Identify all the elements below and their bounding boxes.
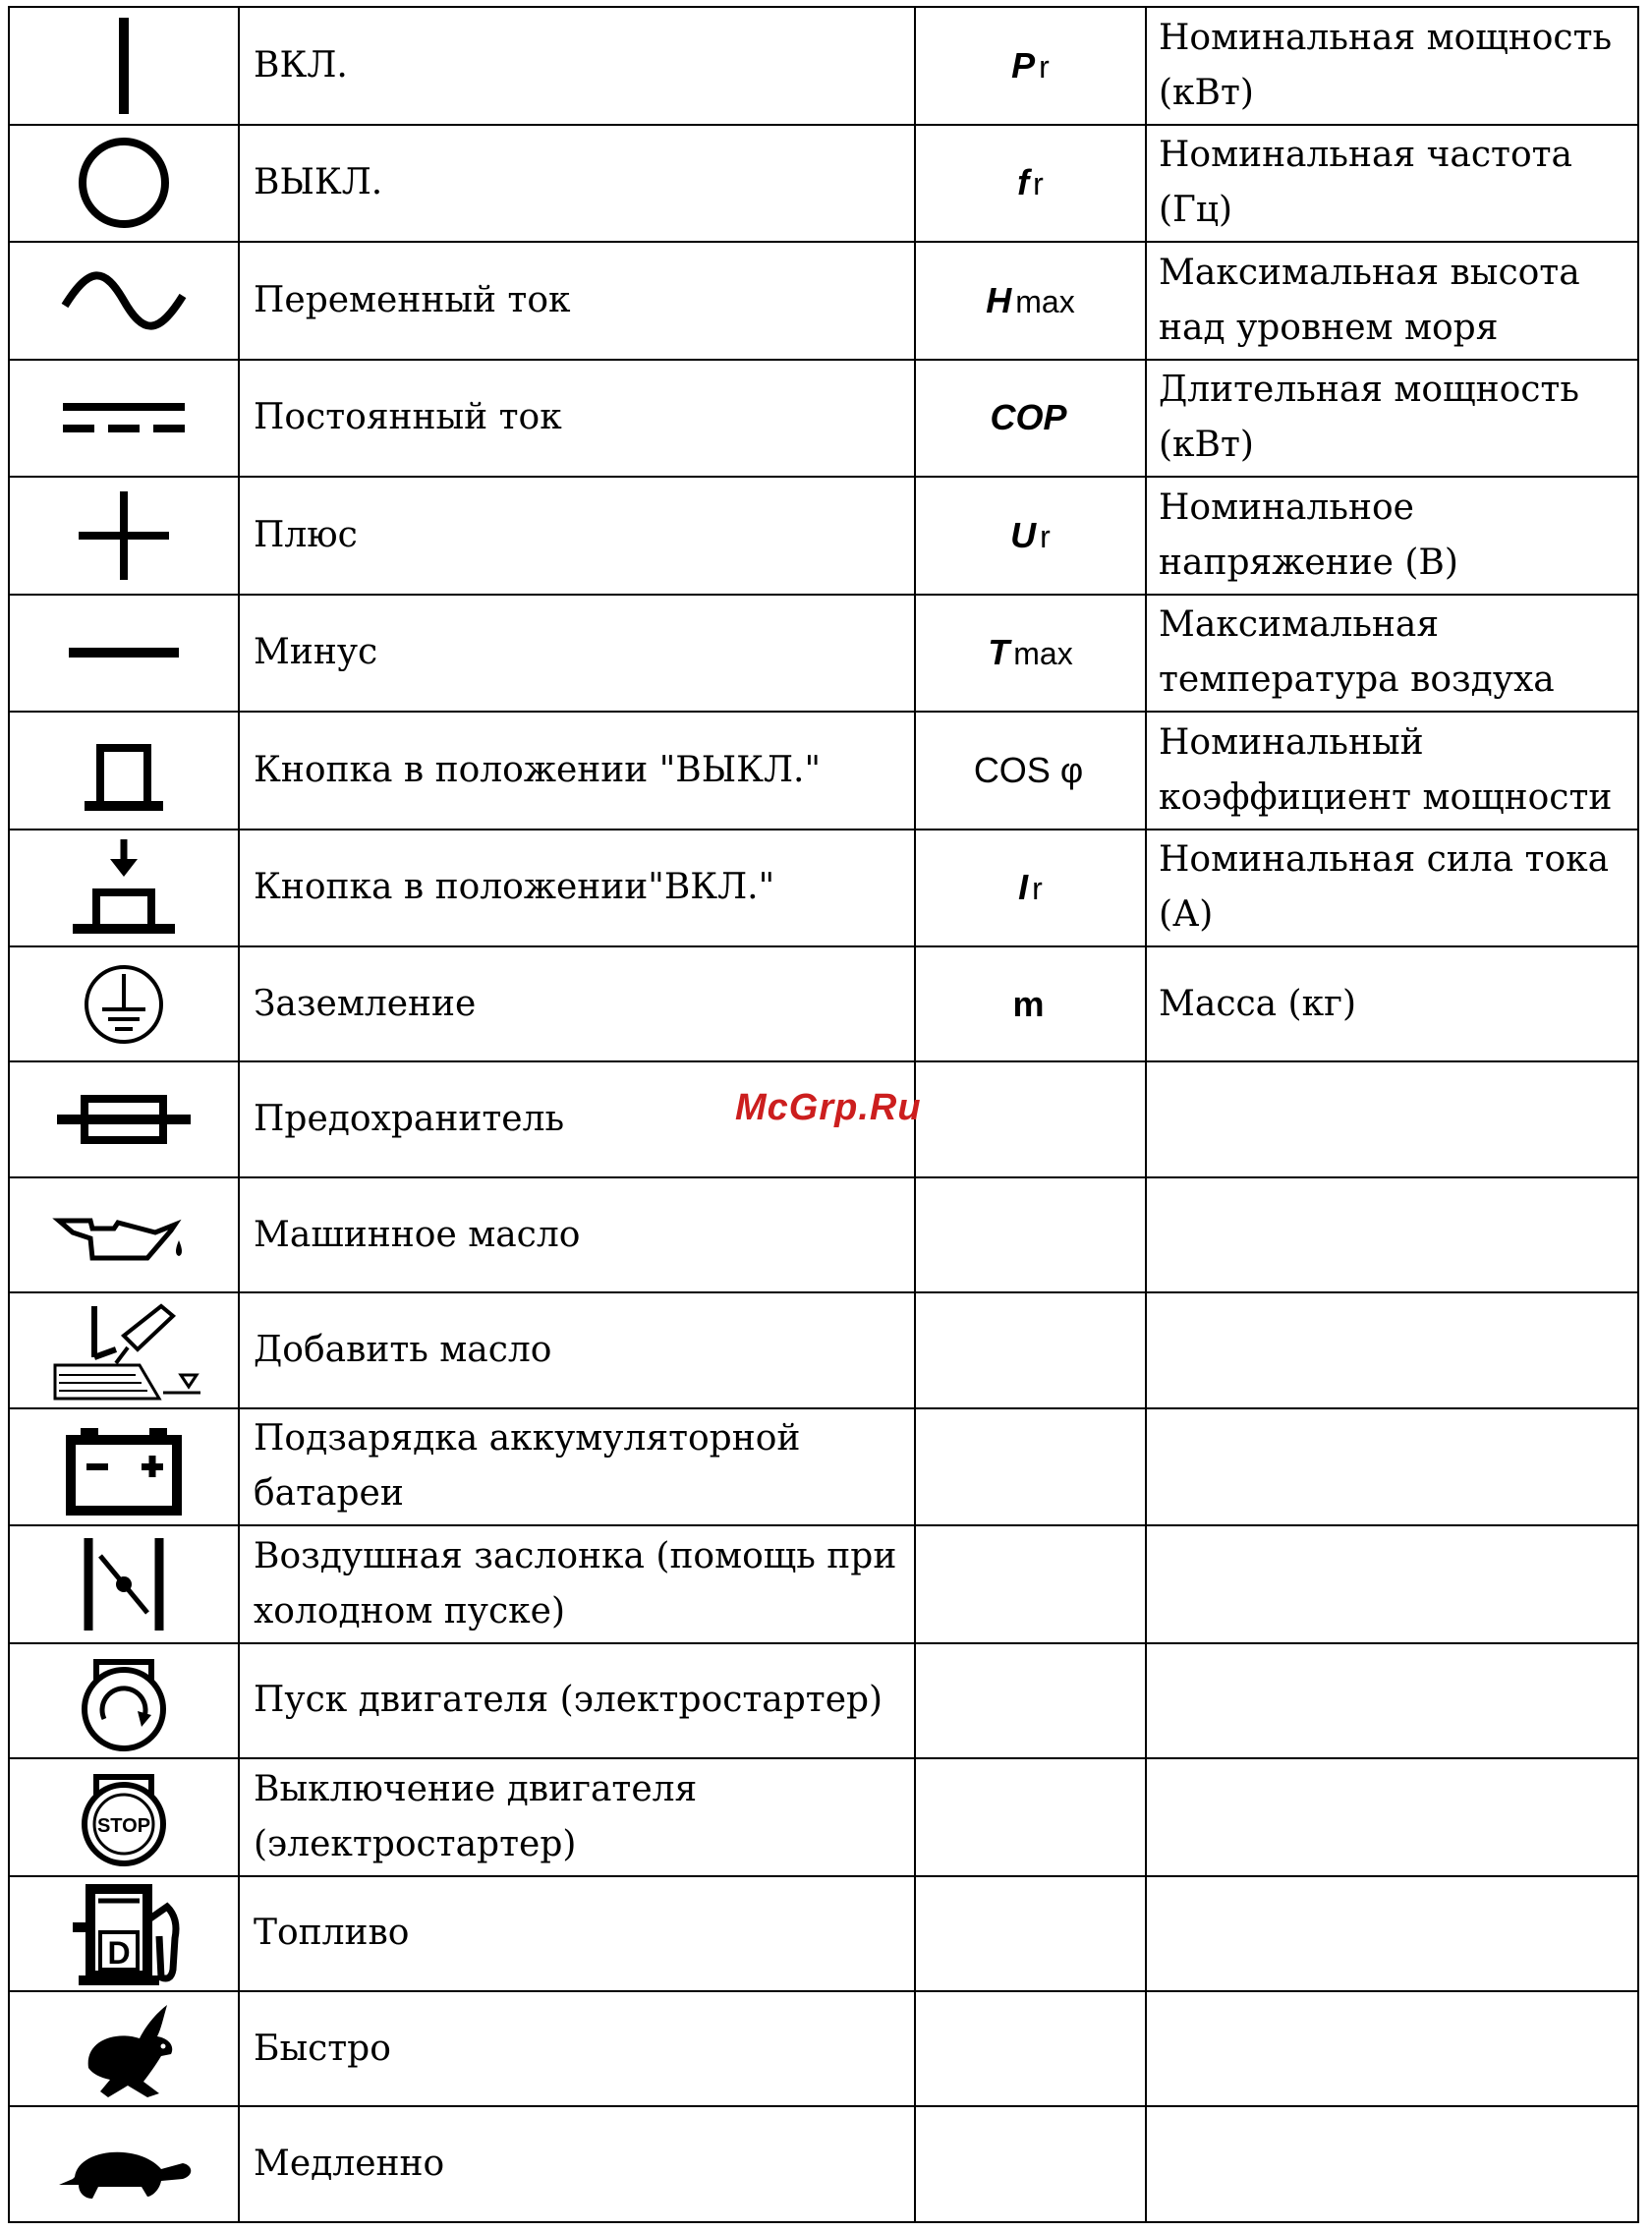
symbol-label: ВЫКЛ. (239, 125, 915, 243)
icon-cell (9, 1643, 239, 1758)
table-row (9, 2106, 1638, 2222)
symbol-label: Кнопка в положении"ВКЛ." (239, 830, 915, 947)
param-cell (915, 477, 1146, 595)
table-row (9, 595, 1638, 713)
turtle-slow-icon (45, 2110, 202, 2218)
param-cell (915, 125, 1146, 243)
param-symbol: m (1012, 983, 1045, 1024)
table-row (9, 360, 1638, 478)
engine-oil-icon (45, 1181, 202, 1289)
param-description: Максимальная температура воздуха (1146, 595, 1638, 713)
ac-current-icon (45, 247, 202, 355)
param-cell (915, 1061, 1146, 1176)
choke-icon (45, 1530, 202, 1638)
param-description (1146, 2106, 1638, 2222)
fuse-icon (45, 1065, 202, 1173)
param-cell (915, 1991, 1146, 2106)
plus-icon (45, 482, 202, 590)
stop-label: STOP (96, 1814, 151, 1837)
table-row (9, 1643, 1638, 1758)
param-description (1146, 1643, 1638, 1758)
symbol-label: Минус (239, 595, 915, 713)
param-cell (915, 1525, 1146, 1643)
button-on-icon (45, 833, 202, 942)
symbol-label: Постоянный ток (239, 360, 915, 478)
ground-icon (45, 950, 202, 1059)
icon-cell (9, 1061, 239, 1176)
symbol-label: Выключение двигателя (электростартер) (239, 1758, 915, 1876)
symbol-label: Подзарядка аккумуляторной батареи (239, 1408, 915, 1526)
symbol-label: Топливо (239, 1876, 915, 1991)
param-description: Максимальная высота над уровнем моря (1146, 242, 1638, 360)
param-symbol: T (988, 632, 1010, 673)
param-description: Номинальная сила тока (А) (1146, 830, 1638, 947)
rabbit-fast-icon (45, 1995, 202, 2103)
param-cell (915, 242, 1146, 360)
icon-cell (9, 1177, 239, 1292)
off-icon (45, 129, 202, 237)
table-row (9, 1177, 1638, 1292)
param-cell (915, 595, 1146, 713)
icon-cell (9, 477, 239, 595)
param-description (1146, 1177, 1638, 1292)
symbol-label: Добавить масло (239, 1292, 915, 1407)
engine-stop-icon (45, 1763, 202, 1871)
table-row (9, 946, 1638, 1061)
icon-cell (9, 946, 239, 1061)
param-subscript: r (1040, 518, 1051, 554)
icon-cell (9, 1876, 239, 1991)
param-cell (915, 1876, 1146, 1991)
param-subscript: max (1015, 283, 1075, 319)
param-cell (915, 1643, 1146, 1758)
param-cell (915, 7, 1146, 125)
on-icon (45, 12, 202, 120)
icon-cell (9, 125, 239, 243)
param-cell (915, 830, 1146, 947)
table-row (9, 242, 1638, 360)
table-row (9, 7, 1638, 125)
icon-cell (9, 595, 239, 713)
symbol-label: Кнопка в положении "ВЫКЛ." (239, 712, 915, 830)
param-symbol: H (986, 279, 1012, 320)
watermark: McGrp.Ru (735, 1087, 922, 1128)
symbol-label: Быстро (239, 1991, 915, 2106)
param-description (1146, 1061, 1638, 1176)
table-row (9, 477, 1638, 595)
icon-cell (9, 1525, 239, 1643)
param-description: Масса (кг) (1146, 946, 1638, 1061)
param-symbol: U (1010, 514, 1037, 555)
dc-current-icon (45, 364, 202, 472)
icon-cell (9, 830, 239, 947)
icon-cell (9, 1991, 239, 2106)
symbol-label: Медленно (239, 2106, 915, 2222)
param-symbol: COS φ (973, 749, 1084, 790)
param-cell (915, 1177, 1146, 1292)
icon-cell (9, 1408, 239, 1526)
param-description: Номинальное напряжение (В) (1146, 477, 1638, 595)
param-description (1146, 1758, 1638, 1876)
table-row (9, 125, 1638, 243)
param-symbol: f (1017, 162, 1030, 203)
symbol-label: Воздушная заслонка (помощь при холодном пуске) (239, 1525, 915, 1643)
fuel-icon (45, 1879, 202, 1987)
param-description (1146, 1991, 1638, 2106)
table-row (9, 1408, 1638, 1526)
param-subscript: r (1039, 48, 1050, 85)
minus-icon (45, 599, 202, 707)
table-row (9, 830, 1638, 947)
icon-cell (9, 7, 239, 125)
icon-cell (9, 242, 239, 360)
param-cell (915, 712, 1146, 830)
battery-charge-icon (45, 1412, 202, 1520)
param-symbol: P (1011, 44, 1036, 86)
param-description (1146, 1292, 1638, 1407)
param-cell (915, 1758, 1146, 1876)
icon-cell (9, 360, 239, 478)
table-row (9, 1292, 1638, 1407)
param-subscript: max (1013, 636, 1073, 672)
add-oil-icon (45, 1296, 202, 1404)
button-off-icon (45, 716, 202, 825)
param-symbol: COP (990, 397, 1067, 438)
fuel-label: D (107, 1935, 131, 1972)
table-row (9, 1876, 1638, 1991)
icon-cell (9, 1758, 239, 1876)
symbol-label: Заземление (239, 946, 915, 1061)
param-description: Длительная мощность (кВт) (1146, 360, 1638, 478)
icon-cell (9, 712, 239, 830)
table-row (9, 712, 1638, 830)
symbol-label: Машинное масло (239, 1177, 915, 1292)
param-symbol: I (1018, 867, 1029, 908)
symbol-label: ВКЛ. (239, 7, 915, 125)
icon-cell (9, 1292, 239, 1407)
param-description: Номинальная частота (Гц) (1146, 125, 1638, 243)
symbol-label: Пуск двигателя (электростартер) (239, 1643, 915, 1758)
table-row (9, 1991, 1638, 2106)
icon-cell (9, 2106, 239, 2222)
param-subscript: r (1033, 166, 1044, 202)
param-cell (915, 1292, 1146, 1407)
engine-start-icon (45, 1646, 202, 1754)
param-description: Номинальный коэффициент мощности (1146, 712, 1638, 830)
param-description: Номинальная мощность (кВт) (1146, 7, 1638, 125)
param-subscript: r (1032, 871, 1043, 907)
param-description (1146, 1525, 1638, 1643)
symbol-label: Плюс (239, 477, 915, 595)
param-cell (915, 1408, 1146, 1526)
param-cell (915, 946, 1146, 1061)
table-row (9, 1525, 1638, 1643)
param-cell (915, 2106, 1146, 2222)
param-description (1146, 1408, 1638, 1526)
table-row (9, 1758, 1638, 1876)
param-description (1146, 1876, 1638, 1991)
symbol-label: Переменный ток (239, 242, 915, 360)
symbol-label: Предохранитель (239, 1061, 915, 1176)
param-cell (915, 360, 1146, 478)
